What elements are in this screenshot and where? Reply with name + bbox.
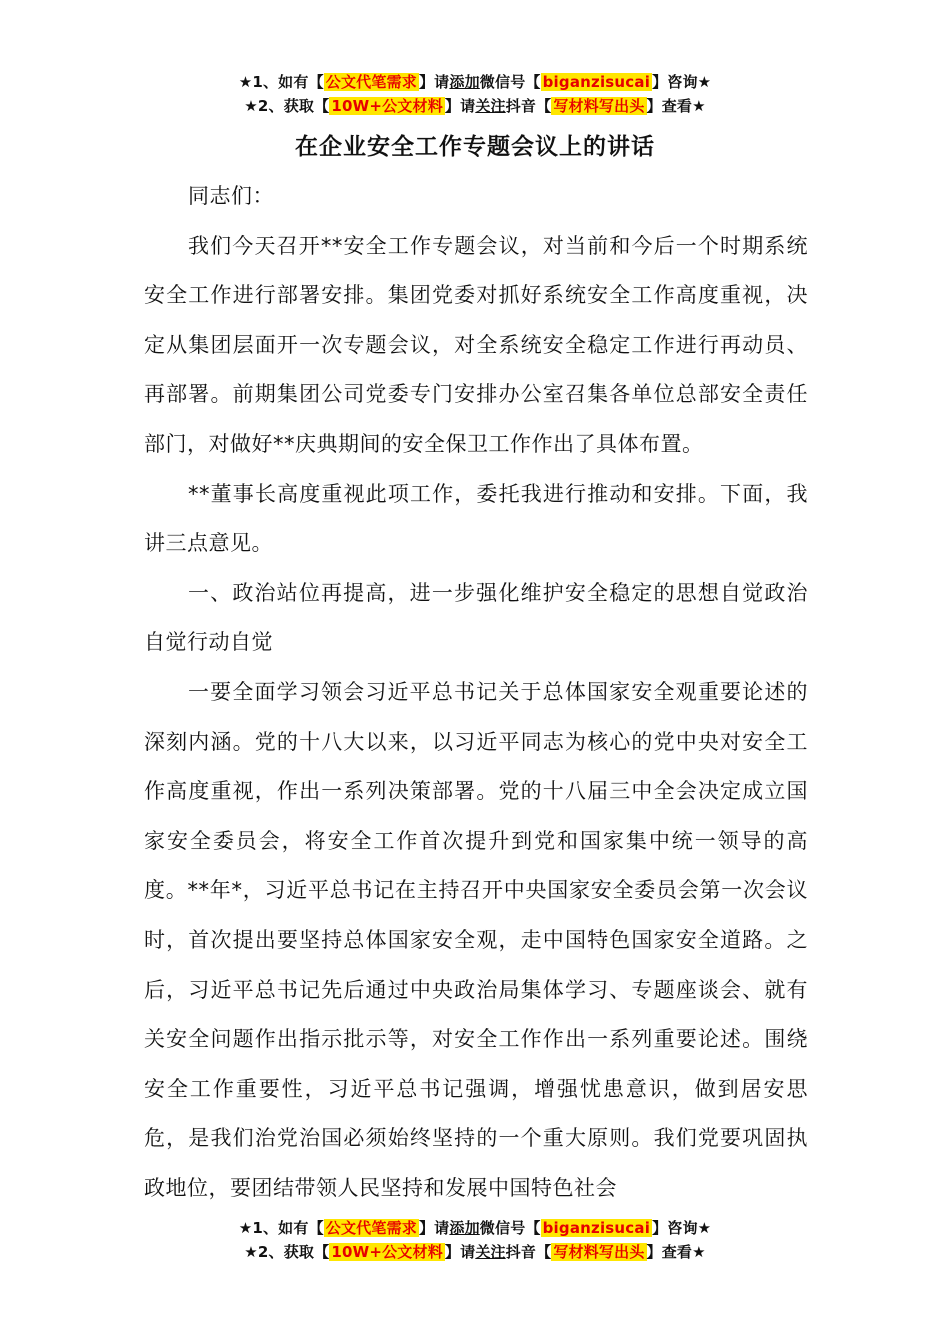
paragraph: 我们今天召开**安全工作专题会议，对当前和今后一个时期系统安全工作进行部署安排。集团党委对抓好系统安全工作高度重视，决定从集团层面开一次专题会议，对全系统安全稳定工作进行再动员、再部署。前期集团公司党委专门安排办公室召集各单位总部安全责任部门，对做好**庆典期间的安全保卫工作作出了具体布置。	[144, 233, 808, 456]
banner-line-1	[0, 70, 950, 94]
greeting: 同志们：	[188, 184, 274, 208]
banner-text: ★2、获取【	[244, 97, 330, 115]
banner-text: 微信号【	[479, 73, 541, 91]
banner-underline: 添加	[449, 73, 480, 91]
banner-highlight: 写材料写出头	[553, 1243, 645, 1261]
banner-text: ★1、如有【	[238, 73, 324, 91]
banner-text: 】请	[444, 1243, 476, 1261]
banner-text: 微信号【	[479, 1219, 541, 1237]
banner-line-2	[0, 1240, 950, 1264]
banner-line-2	[0, 94, 950, 118]
banner-text: 】请	[444, 97, 476, 115]
banner-highlight: 10W+公文材料	[331, 97, 443, 115]
banner-text: ★1、如有【	[238, 1219, 324, 1237]
banner-text: 抖音【	[505, 1243, 552, 1261]
banner-underline: 关注	[475, 1243, 506, 1261]
banner-text: ★2、获取【	[244, 1243, 330, 1261]
banner-text: 】请	[418, 1219, 450, 1237]
banner-text: 】咨询★	[652, 1219, 712, 1237]
banner-highlight: 写材料写出头	[553, 97, 645, 115]
banner-underline: 添加	[449, 1219, 480, 1237]
paragraph: **董事长高度重视此项工作，委托我进行推动和安排。下面，我讲三点意见。	[144, 481, 808, 556]
banner-highlight: biganzisucai	[542, 73, 651, 91]
banner-text: 】查看★	[646, 1243, 706, 1261]
banner-underline: 关注	[475, 97, 506, 115]
banner-text: 】咨询★	[652, 73, 712, 91]
banner-text: 抖音【	[505, 97, 552, 115]
document-title: 在企业安全工作专题会议上的讲话	[295, 134, 655, 160]
banner-highlight: 10W+公文材料	[331, 1243, 443, 1261]
header-banner	[0, 70, 950, 118]
section-heading: 一、政治站位再提高，进一步强化维护安全稳定的思想自觉政治自觉行动自觉	[144, 580, 808, 655]
banner-line-1	[0, 1216, 950, 1240]
banner-highlight: 公文代笔需求	[325, 73, 417, 91]
document-body	[144, 172, 808, 1213]
banner-highlight: biganzisucai	[542, 1219, 651, 1237]
banner-text: 】请	[418, 73, 450, 91]
banner-text: 】查看★	[646, 97, 706, 115]
paragraph: 一要全面学习领会习近平总书记关于总体国家安全观重要论述的深刻内涵。党的十八大以来，以习近平同志为核心的党中央对安全工作高度重视，作出一系列决策部署。党的十八届三中全会决定成立国家安全委员会，将安全工作首次提升到党和国家集中统一领导的高度。**年*，习近平总书记在主持召开中央国家安全委员会第一次会议时，首次提出要坚持总体国家安全观，走中国特色国家安全道路。之后，习近平总书记先后通过中央政治局集体学习、专题座谈会、就有关安全问题作出指示批示等，对安全工作作出一系列重要论述。围绕安全工作重要性，习近平总书记强调，增强忧患意识，做到居安思危，是我们治党治国必须始终坚持的一个重大原则。我们党要巩固执政地位，要团结带领人民坚持和发展中国特色社会	[144, 679, 808, 1200]
footer-banner	[0, 1216, 950, 1264]
banner-highlight: 公文代笔需求	[325, 1219, 417, 1237]
